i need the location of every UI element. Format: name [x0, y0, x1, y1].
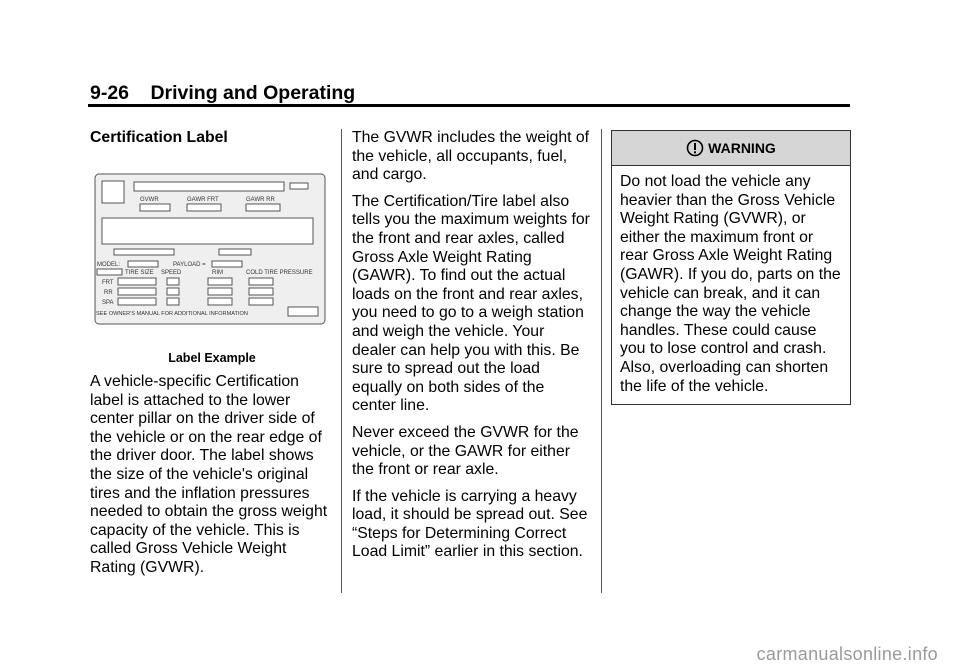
label-frt: FRT — [102, 280, 114, 286]
certification-label-figure — [94, 173, 326, 325]
label-payload: PAYLOAD = — [173, 262, 206, 268]
watermark: carmanualsonline.info — [756, 644, 938, 664]
column-1-paragraph: A vehicle-specific Certification label is attached to the lower center pillar on the driver side of the vehicle or on the rear edge of the driver door. The label shows the size of the vehicle's original tires and the inflation pressures needed to obtain the gross weight capacity of the vehicle. This is called Gross Vehicle Weight Rating (GVWR). — [90, 373, 328, 576]
column-1 — [90, 129, 328, 156]
column-divider-1 — [341, 129, 342, 593]
warning-icon — [686, 139, 704, 157]
label-tire-size: TIRE SIZE — [125, 270, 154, 276]
page-number: 9-26 — [90, 82, 130, 104]
label-gvwr: GVWR — [140, 197, 159, 203]
header-rule — [88, 104, 850, 107]
figure-caption: Label Example — [168, 351, 256, 365]
column-divider-2 — [601, 129, 602, 593]
column-2 — [352, 129, 590, 570]
page-header — [90, 82, 355, 105]
paragraph: The Certification/Tire label also tells you the maximum weights for the front and rear axles, called Gross Axle Weight Rating (GAWR). To find out the actual loads on the front and rear axles, you need to go to a weigh station and weigh the vehicle. Your dealer can help you with this. Be sure to spread out the load equally on both sides of the center line. — [352, 192, 590, 415]
label-rim: RIM — [212, 270, 223, 276]
warning-text: Do not load the vehicle any heavier than the Gross Vehicle Weight Rating (GVWR), or either the maximum front or rear Gross Axle Weight Rating (GAWR). If you do, parts on the vehicle can break, and it can change the way the vehicle handles. These could cause you to lose control and crash. Also, overloading can shorten the life of the vehicle. — [620, 173, 841, 395]
paragraph: Never exceed the GVWR for the vehicle, or the GAWR for either the front or rear axle. — [352, 423, 579, 479]
label-cold-tire-pressure: COLD TIRE PRESSURE — [246, 270, 313, 276]
warning-box — [611, 130, 851, 405]
label-gawr-frt: GAWR FRT — [187, 197, 219, 203]
paragraph: The GVWR includes the weight of the vehicle, all occupants, fuel, and cargo. — [352, 129, 590, 184]
label-gawr-rr: GAWR RR — [246, 197, 275, 203]
label-rr: RR — [104, 290, 113, 296]
section-title: Driving and Operating — [150, 82, 356, 104]
subheading: Certification Label — [90, 129, 228, 146]
label-footer: SEE OWNER'S MANUAL FOR ADDITIONAL INFORMATION — [96, 311, 248, 317]
label-model: MODEL: — [97, 262, 121, 268]
warning-title: WARNING — [708, 140, 776, 156]
label-spa: SPA — [102, 300, 114, 306]
label-speed: SPEED — [161, 270, 182, 276]
paragraph: If the vehicle is carrying a heavy load, it should be spread out. See “Steps for Determining Correct Load Limit” earlier in this section. — [352, 487, 588, 561]
warning-header — [612, 131, 850, 166]
